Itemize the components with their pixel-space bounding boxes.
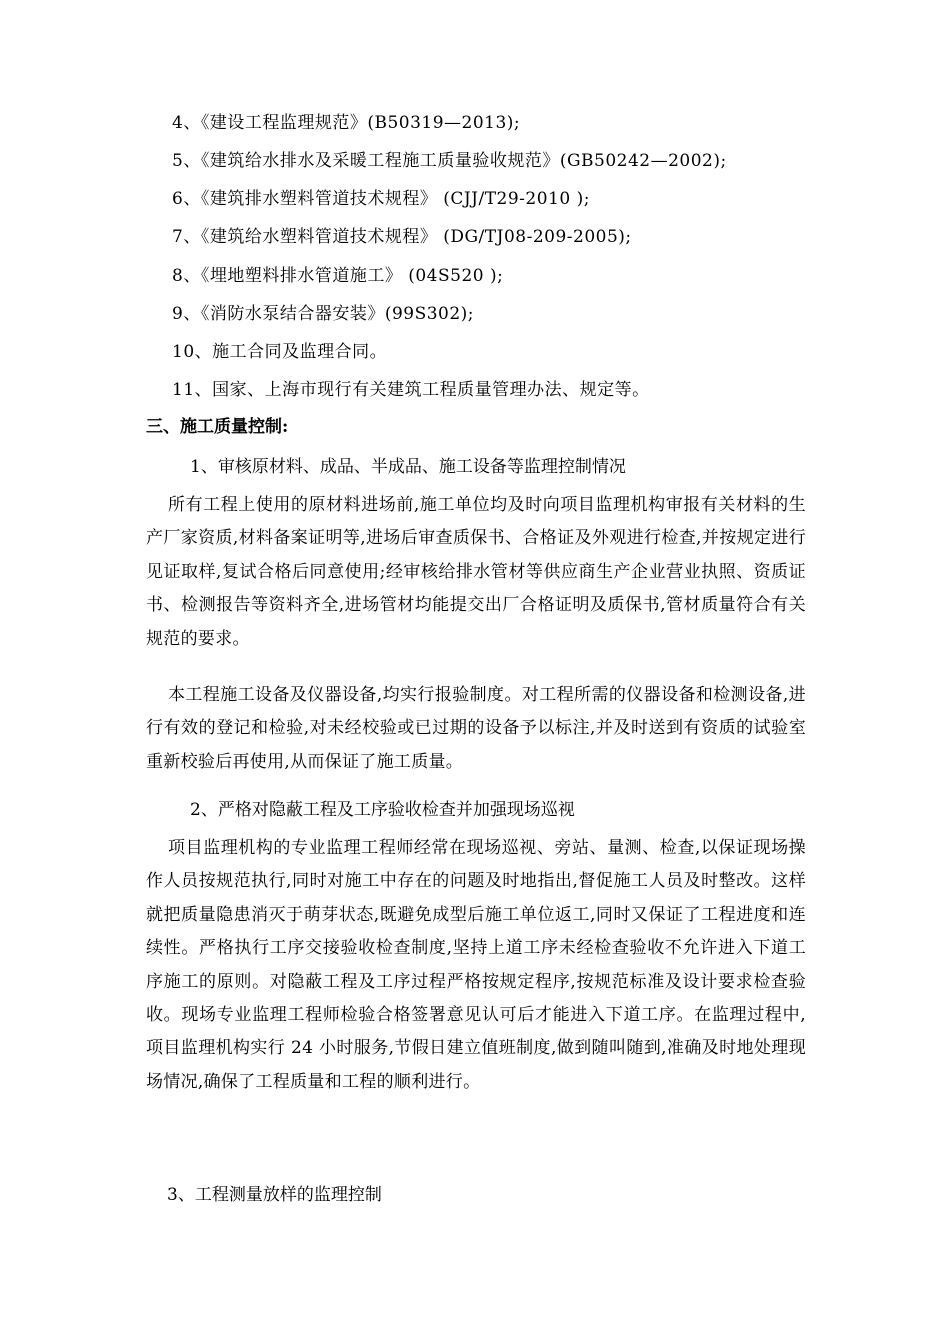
subsection-title-3: 3、工程测量放样的监理控制 <box>167 1185 382 1205</box>
subsection-title-2: 2、严格对隐蔽工程及工序验收检查并加强现场巡视 <box>190 800 575 820</box>
reference-item: 4、《建设工程监理规范》(B50319—2013); <box>172 113 521 133</box>
paragraph-equipment: 本工程施工设备及仪器设备,均实行报验制度。对工程所需的仪器设备和检测设备,进行有效的登记和检验,对未经校验或已过期的设备予以标注,并及时送到有资质的试验室重新校验后再使用,从而保证了施工质量。 <box>146 685 806 772</box>
section-heading: 三、施工质量控制: <box>146 417 289 437</box>
paragraph-inspection: 项目监理机构的专业监理工程师经常在现场巡视、旁站、量测、检查,以保证现场操作人员按规范执行,同时对施工中存在的问题及时地指出,督促施工人员及时整改。这样就把质量隐患消灭于萌芽状态,既避免成型后施工单位返工,同时又保证了工程进度和连续性。严格执行工序交接验收检查制度,坚持上道工序未经检查验收不允许进入下道工序施工的原则。对隐蔽工程及工序过程严格按规定程序,按规范标准及设计要求检查验收。现场专业监理工程师检验合格签署意见认可后才能进入下道工序。在监理过程中,项目监理机构实行 24 小时服务,节假日建立值班制度,做到随叫随到,准确及时地处理现场情况,确保了工程质量和工程的顺利进行。 <box>146 838 806 1092</box>
reference-item: 7、《建筑给水塑料管道技术规程》 (DG/TJ08-209-2005); <box>172 227 632 247</box>
reference-item: 11、国家、上海市现行有关建筑工程质量管理办法、规定等。 <box>172 380 650 400</box>
reference-item: 5、《建筑给水排水及采暖工程施工质量验收规范》(GB50242—2002); <box>172 151 727 171</box>
paragraph-materials: 所有工程上使用的原材料进场前,施工单位均及时向项目监理机构审报有关材料的生产厂家资质,材料备案证明等,进场后审查质保书、合格证及外观进行检查,并按规定进行见证取样,复试合格后同意使用;经审核给排水管材等供应商生产企业营业执照、资质证书、检测报告等资料齐全,进场管材均能提交出厂合格证明及质保书,管材质量符合有关规范的要求。 <box>146 495 806 649</box>
reference-item: 6、《建筑排水塑料管道技术规程》 (CJJ/T29-2010 ); <box>172 189 590 209</box>
reference-item: 8、《埋地塑料排水管道施工》 (04S520 ); <box>172 266 504 286</box>
reference-item: 9、《消防水泵结合器安装》(99S302); <box>172 304 475 324</box>
reference-item: 10、施工合同及监理合同。 <box>172 342 388 362</box>
subsection-title-1: 1、审核原材料、成品、半成品、施工设备等监理控制情况 <box>190 457 626 477</box>
